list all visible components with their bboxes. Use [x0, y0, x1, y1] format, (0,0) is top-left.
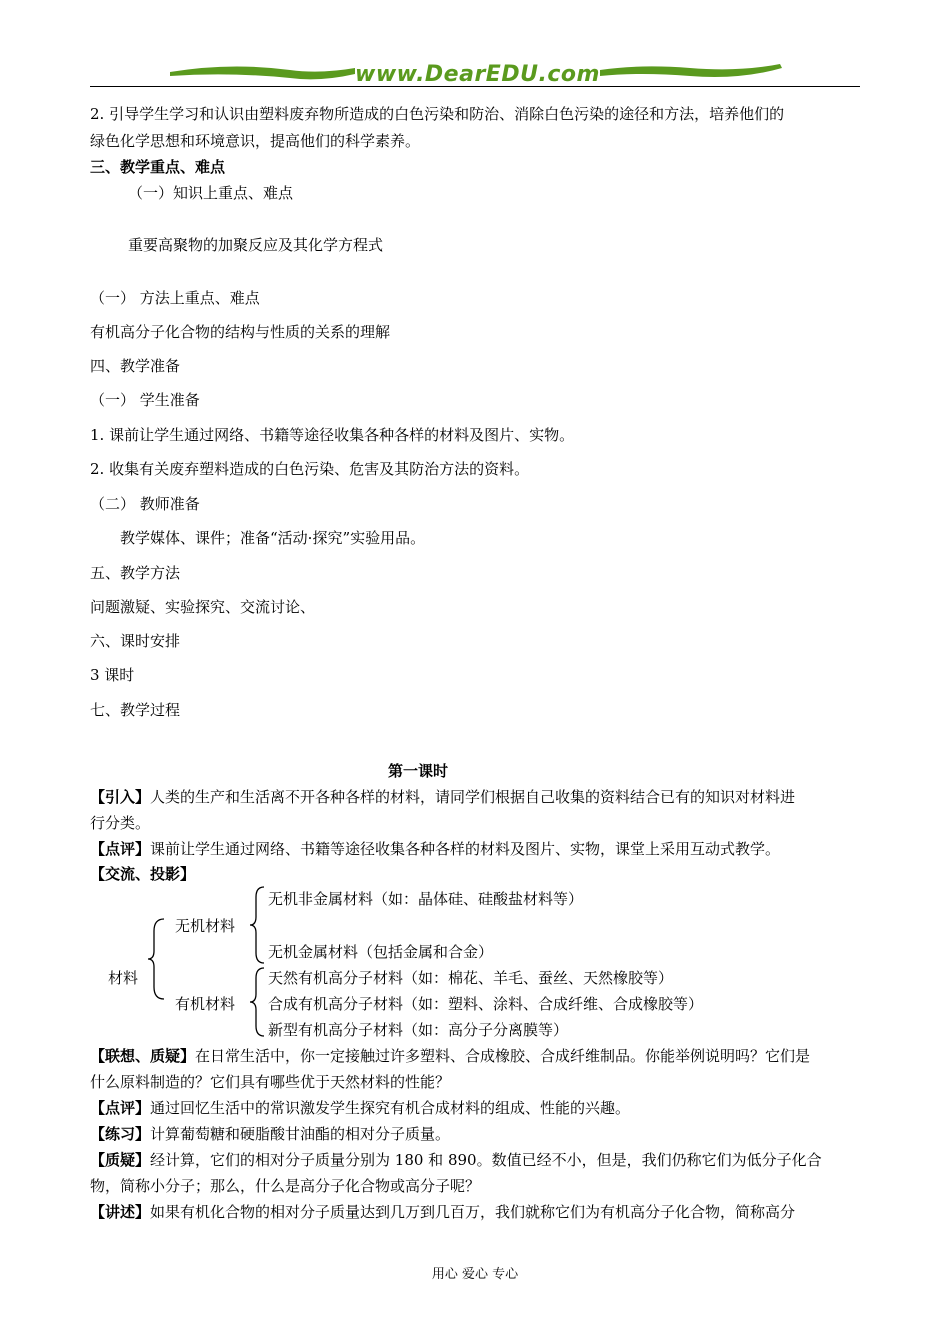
section-6-text: 3 课时 [90, 666, 135, 684]
practice-paragraph [90, 1123, 450, 1144]
practice-tag: 【练习】 [90, 1125, 151, 1143]
inorganic-item-1: 无机非金属材料（如：晶体硅、硅酸盐材料等） [268, 890, 584, 908]
comment-1 [90, 838, 780, 859]
section-4-heading: 四、教学准备 [90, 357, 181, 375]
association-tag: 【联想、质疑】 [90, 1047, 196, 1065]
page-footer: 用心 爱心 专心 [431, 1267, 519, 1282]
section-3-2-text: 有机高分子化合物的结构与性质的关系的理解 [90, 323, 391, 341]
comment-2-text: 通过回忆生活中的常识激发学生探究有机合成材料的组成、性能的兴趣。 [150, 1099, 631, 1117]
paragraph-2-cont: 绿色化学思想和环境意识，提高他们的科学素养。 [90, 132, 421, 150]
intro-paragraph-cont: 行分类。 [90, 814, 151, 832]
section-3-1-heading: （一）知识上重点、难点 [128, 184, 294, 202]
organic-brace [248, 966, 268, 1038]
inorganic-label: 无机材料 [175, 917, 236, 935]
exchange-tag: 【交流、投影】 [90, 865, 196, 883]
section-3-2-heading: （一） 方法上重点、难点 [90, 289, 260, 307]
section-7-heading: 七、教学过程 [90, 701, 181, 719]
comment-1-tag: 【点评】 [90, 840, 151, 858]
organic-item-2: 合成有机高分子材料（如：塑料、涂料、合成纤维、合成橡胶等） [268, 995, 704, 1013]
organic-label: 有机材料 [175, 995, 236, 1013]
section-4-1-item-2: 2. 收集有关废弃塑料造成的白色污染、危害及其防治方法的资料。 [90, 460, 530, 478]
question-text: 经计算，它们的相对分子质量分别为 180 和 890。数值已经不小，但是，我们仍称它们为低分子化合 [150, 1151, 822, 1169]
section-3-heading: 三、教学重点、难点 [90, 158, 226, 176]
question-paragraph-cont: 物，简称小分子；那么，什么是高分子化合物或高分子呢？ [90, 1177, 481, 1195]
comment-1-text: 课前让学生通过网络、书籍等途径收集各种各样的材料及图片、实物，课堂上采用互动式教学。 [150, 840, 781, 858]
association-text: 在日常生活中，你一定接触过许多塑料、合成橡胶、合成纤维制品。你能举例说明吗？它们是 [195, 1047, 811, 1065]
lecture-paragraph [90, 1201, 795, 1222]
intro-tag: 【引入】 [90, 788, 151, 806]
section-3-1-text: 重要高聚物的加聚反应及其化学方程式 [128, 236, 384, 254]
logo-text: www.DearEDU.com [355, 62, 600, 87]
section-6-heading: 六、课时安排 [90, 632, 181, 650]
organic-item-3: 新型有机高分子材料（如：高分子分离膜等） [268, 1021, 569, 1039]
intro-text: 人类的生产和生活离不开各种各样的材料，请同学们根据自己收集的资料结合已有的知识对材料进 [150, 788, 796, 806]
comment-2-tag: 【点评】 [90, 1099, 151, 1117]
section-5-text: 问题激疑、实验探究、交流讨论、 [90, 598, 316, 616]
organic-item-1: 天然有机高分子材料（如：棉花、羊毛、蚕丝、天然橡胶等） [268, 969, 674, 987]
diagram-root: 材料 [108, 969, 139, 987]
question-paragraph [90, 1149, 822, 1170]
inorganic-brace [248, 885, 268, 965]
comment-2 [90, 1097, 630, 1118]
lecture-text: 如果有机化合物的相对分子质量达到几万到几百万，我们就称它们为有机高分子化合物，简称高分 [150, 1203, 796, 1221]
paragraph-2: 2. 引导学生学习和认识由塑料废弃物所造成的白色污染和防治、消除白色污染的途径和方法，培养他们的 [90, 105, 785, 123]
lesson-title: 第一课时 [388, 762, 449, 780]
intro-paragraph [90, 786, 795, 807]
section-4-1-item-1: 1. 课前让学生通过网络、书籍等途径收集各种各样的材料及图片、实物。 [90, 426, 575, 444]
lecture-tag: 【讲述】 [90, 1203, 151, 1221]
root-brace [146, 917, 168, 1001]
header-rule [90, 86, 860, 87]
inorganic-item-2: 无机金属材料（包括金属和合金） [268, 943, 494, 961]
section-4-2-heading: （二） 教师准备 [90, 495, 200, 513]
association-paragraph-cont: 什么原料制造的？它们具有哪些优于天然材料的性能？ [90, 1073, 451, 1091]
association-paragraph [90, 1045, 810, 1066]
section-4-2-text: 教学媒体、课件；准备“活动·探究”实验用品。 [120, 529, 426, 547]
question-tag: 【质疑】 [90, 1151, 151, 1169]
section-5-heading: 五、教学方法 [90, 564, 181, 582]
section-4-1-heading: （一） 学生准备 [90, 391, 200, 409]
practice-text: 计算葡萄糖和硬脂酸甘油酯的相对分子质量。 [150, 1125, 451, 1143]
